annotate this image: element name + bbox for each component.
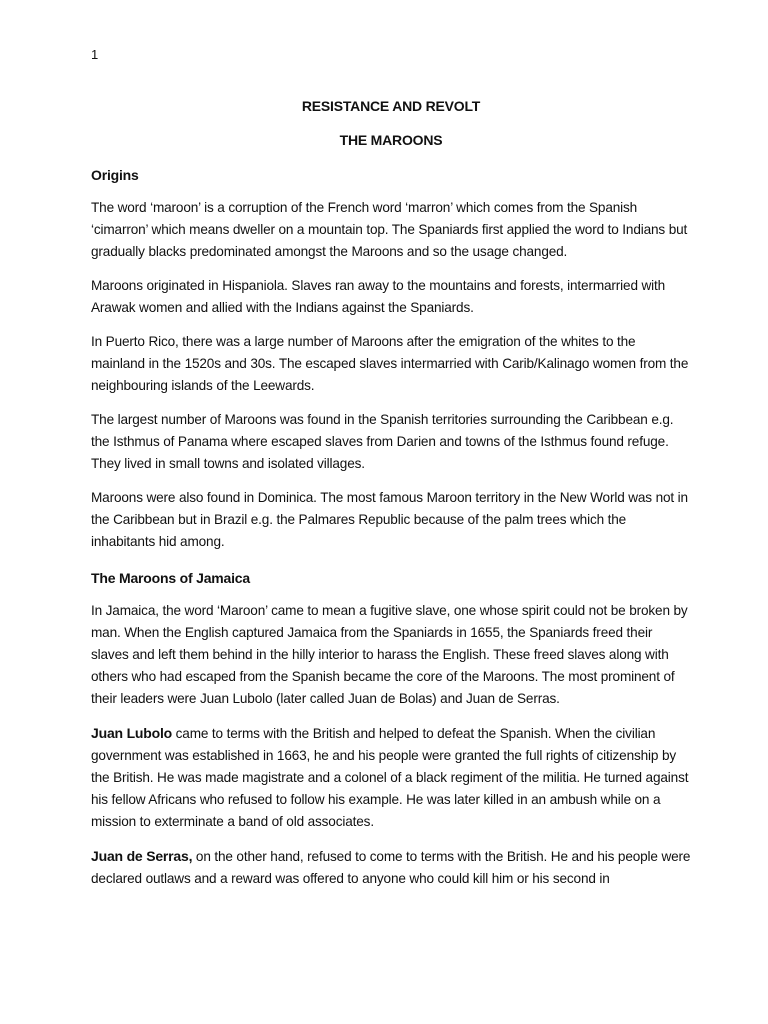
page-number: 1 [91,47,99,62]
document-body [91,96,691,890]
paragraph-text: came to terms with the British and helped to defeat the Spanish. When the civilian government was established in 1663, he and his people were granted the full rights of citizenship by the British. He was made magistrate and a colonel of a black regiment of the militia. He turned against his fellow Africans who refused to follow his example. He was later killed in an ambush while on a mission to exterminate a band of old associates. [91,726,689,829]
paragraph: Maroons originated in Hispaniola. Slaves ran away to the mountains and forests, intermarried with Arawak women and allied with the Indians against the Spaniards. [91,278,666,315]
paragraph-lead-name: Juan de Serras, [91,848,193,864]
paragraph: In Puerto Rico, there was a large number of Maroons after the emigration of the whites to the mainland in the 1520s and 30s. The escaped slaves intermarried with Carib/Kalinago women from the neighbouring islands of the Leewards. [91,334,689,393]
document-title: RESISTANCE AND REVOLT [301,98,481,114]
paragraph: The largest number of Maroons was found in the Spanish territories surrounding the Caribbean e.g. the Isthmus of Panama where escaped slaves from Darien and towns of the Isthmus found refuge. They lived in small towns and isolated villages. [91,412,674,471]
paragraph: Maroons were also found in Dominica. The most famous Maroon territory in the New World was not in the Caribbean but in Brazil e.g. the Palmares Republic because of the palm trees which the inhabitants hid among. [91,490,688,549]
section-heading-maroons-of-jamaica: The Maroons of Jamaica [91,570,250,586]
paragraph: The word ‘maroon’ is a corruption of the French word ‘marron’ which comes from the Spanish ‘cimarron’ which means dweller on a mountain top. The Spaniards first applied the word to Indians but gradually blacks predominated amongst the Maroons and so the usage changed. [91,200,688,259]
section-heading-origins: Origins [91,167,139,183]
paragraph-juan-de-serras [91,845,691,890]
paragraph: In Jamaica, the word ‘Maroon’ came to mean a fugitive slave, one whose spirit could not be broken by man. When the English captured Jamaica from the Spaniards in 1655, the Spaniards freed their slaves and left them behind in the hilly interior to harass the English. These freed slaves along with others who had escaped from the Spanish became the core of the Maroons. The most prominent of their leaders were Juan Lubolo (later called Juan de Bolas) and Juan de Serras. [91,603,688,706]
paragraph-lead-name: Juan Lubolo [91,725,173,741]
document-subtitle: THE MAROONS [339,132,443,148]
paragraph-text: on the other hand, refused to come to terms with the British. He and his people were declared outlaws and a reward was offered to anyone who could kill him or his second in [91,849,691,886]
paragraph-juan-lubolo [91,722,691,833]
